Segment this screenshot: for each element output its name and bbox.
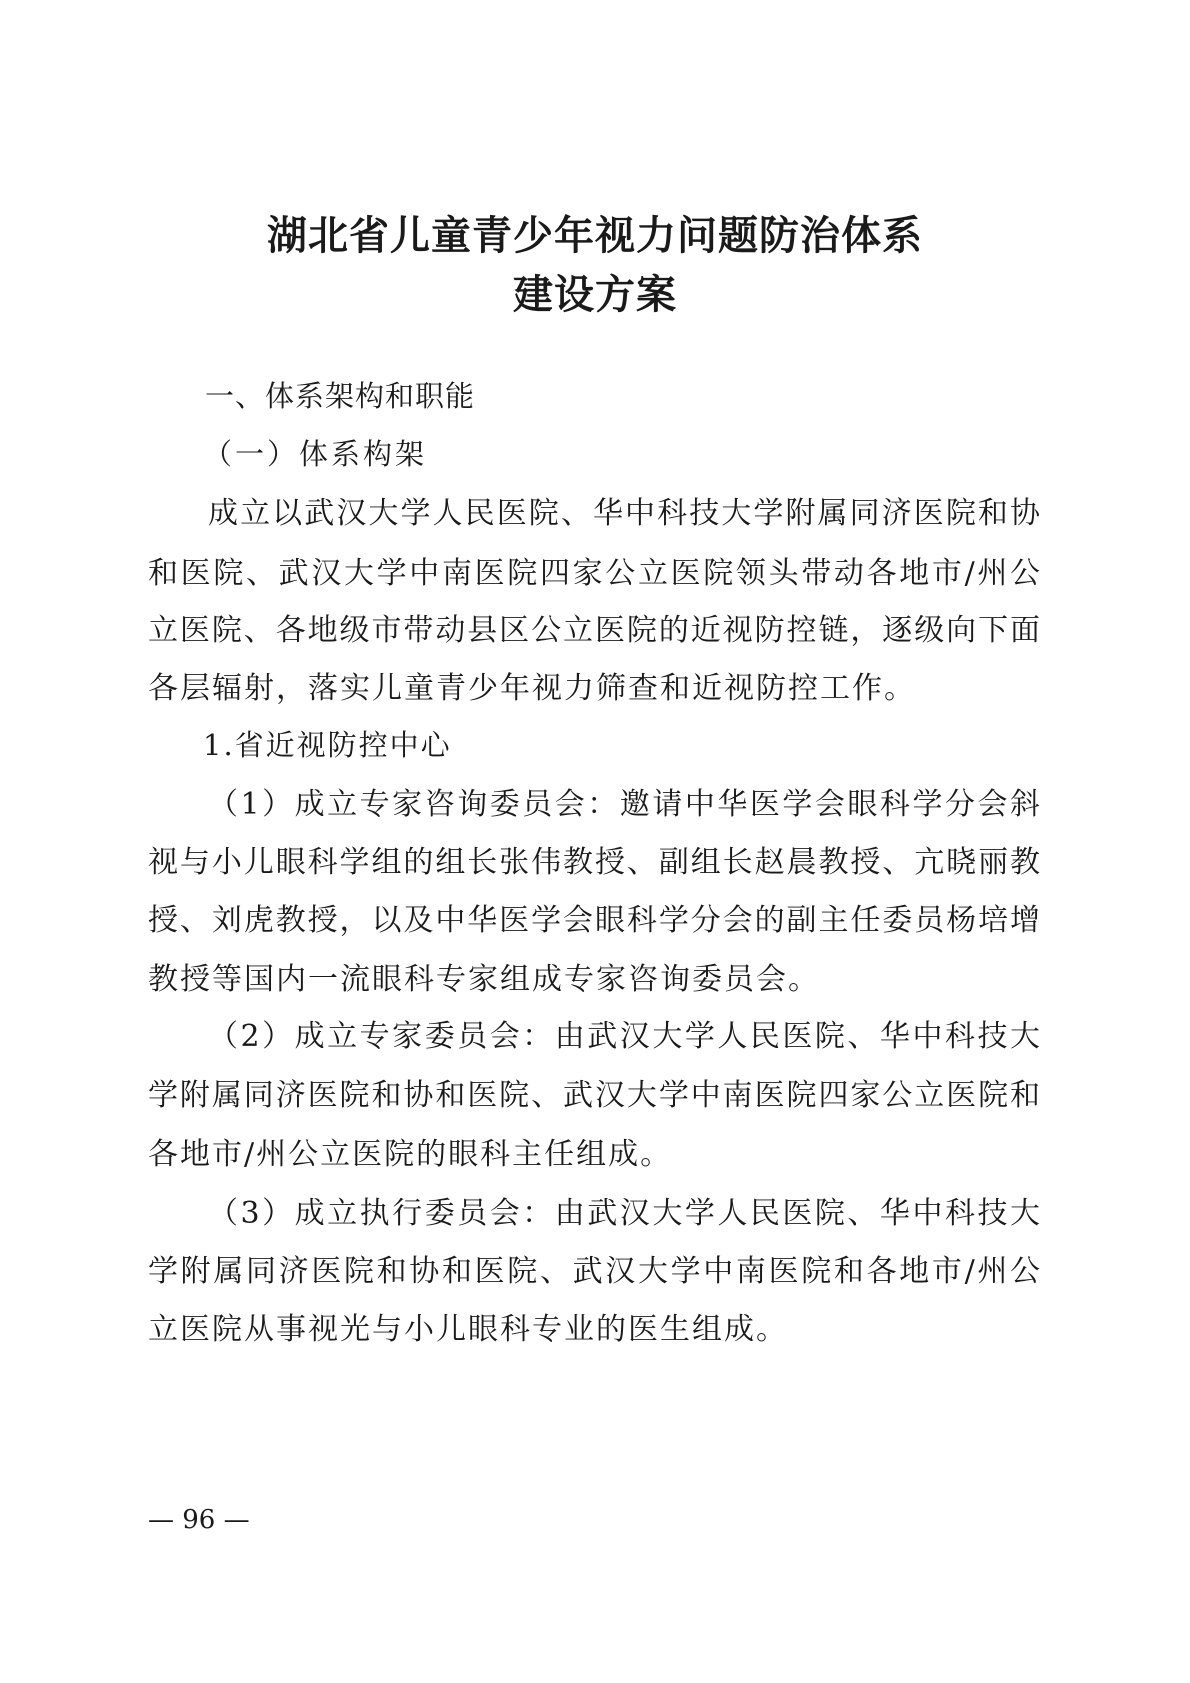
- document-title-line-2: 建设方案: [513, 271, 677, 318]
- paragraph-1-line-3: 立医院、各地级市带动县区公立医院的近视防控链，逐级向下面: [148, 613, 1040, 648]
- item-1-line-4: 教授等国内一流眼科专家组成专家咨询委员会。: [148, 962, 820, 997]
- page-number: — 96 —: [148, 1505, 250, 1535]
- paragraph-1-line-2: 和医院、武汉大学中南医院四家公立医院领头带动各地市/州公: [148, 556, 1040, 591]
- subsection-heading: （一）体系构架: [203, 437, 428, 471]
- paragraph-1-line-1: 成立以武汉大学人民医院、华中科技大学附属同济医院和协: [208, 496, 1040, 531]
- paragraph-1-line-4: 各层辐射，落实儿童青少年视力筛查和近视防控工作。: [148, 671, 916, 706]
- item-2-line-3: 各地市/州公立医院的眼科主任组成。: [148, 1137, 673, 1172]
- item-1-line-1: （1）成立专家咨询委员会：邀请中华医学会眼科学分会斜: [208, 787, 1040, 822]
- item-1-line-3: 授、刘虎教授，以及中华医学会眼科学分会的副主任委员杨培增: [148, 903, 1040, 938]
- document-title-line-1: 湖北省儿童青少年视力问题防治体系: [267, 212, 923, 259]
- item-2-line-1: （2）成立专家委员会：由武汉大学人民医院、华中科技大: [208, 1019, 1040, 1054]
- item-3-line-2: 学附属同济医院和协和医院、武汉大学中南医院和各地市/州公: [148, 1254, 1040, 1289]
- item-1-line-2: 视与小儿眼科学组的组长张伟教授、副组长赵晨教授、亢晓丽教: [148, 845, 1040, 880]
- item-2-line-2: 学附属同济医院和协和医院、武汉大学中南医院四家公立医院和: [148, 1078, 1040, 1113]
- section-heading: 一、体系架构和职能: [205, 379, 476, 413]
- item-3-line-1: （3）成立执行委员会：由武汉大学人民医院、华中科技大: [208, 1196, 1040, 1231]
- item-3-line-3: 立医院从事视光与小儿眼科专业的医生组成。: [148, 1312, 788, 1347]
- item-heading: 1.省近视防控中心: [203, 728, 452, 762]
